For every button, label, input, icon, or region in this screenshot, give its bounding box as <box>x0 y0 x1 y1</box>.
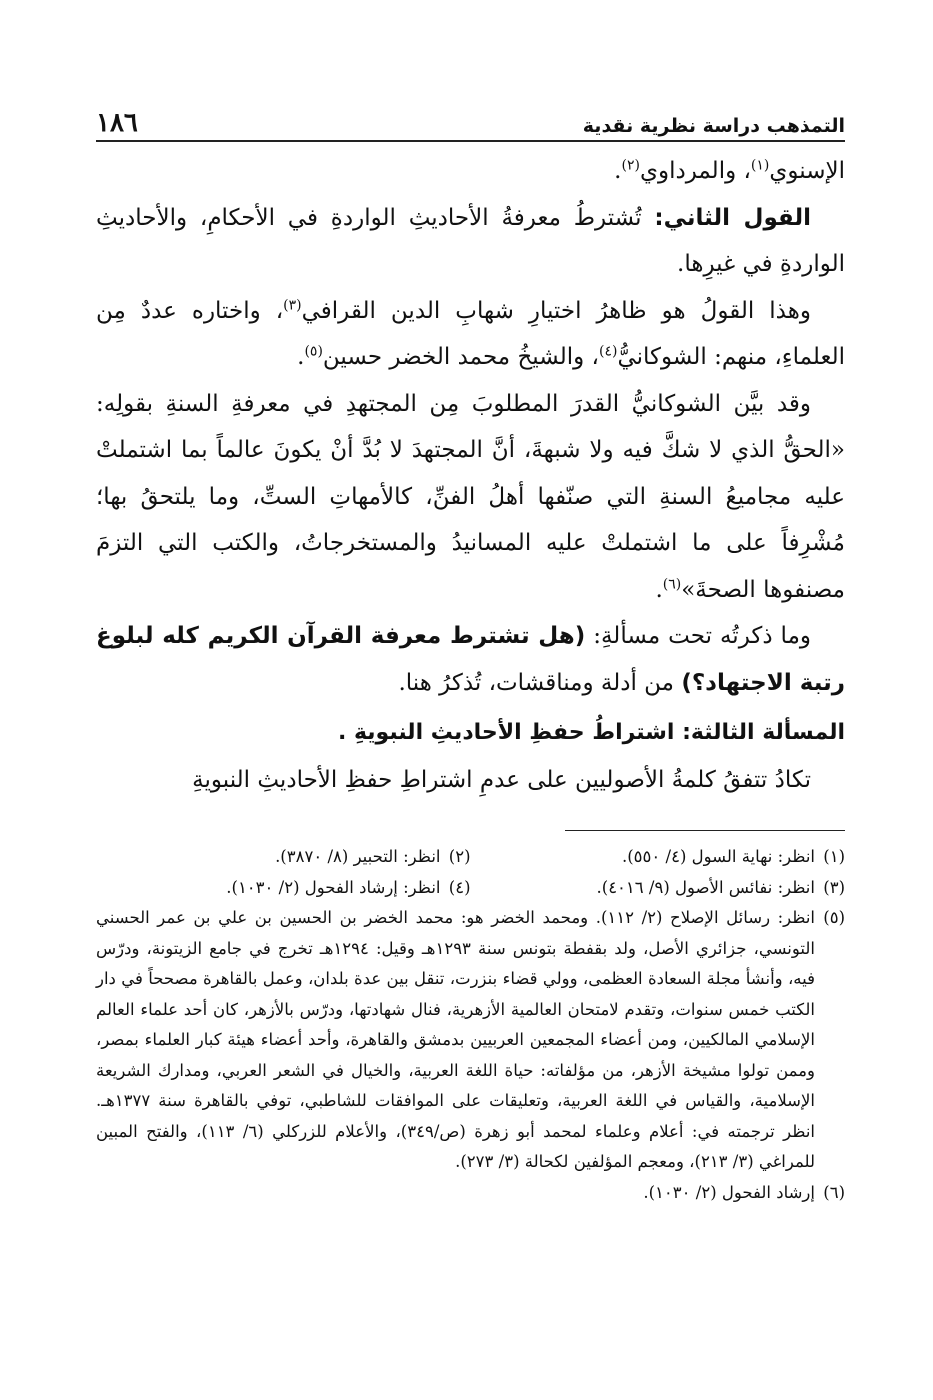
footnote-ref-1: (١) <box>750 157 770 174</box>
footnote-text: انظر: نفائس الأصول (٩/ ٤٠١٦). <box>596 877 815 897</box>
footnote-4 <box>96 873 471 904</box>
text-span: ، والشيخُ محمد الخضر حسين <box>322 344 599 370</box>
text-span: وما ذكرتُه تحت مسألةِ: <box>585 623 811 649</box>
page-number: ١٨٦ <box>96 108 138 138</box>
text-span: . <box>614 158 622 184</box>
paragraph-proponents <box>96 288 845 381</box>
page-header <box>96 96 845 142</box>
footnote-text: انظر: نهاية السول (٤/ ٥٥٠). <box>621 847 815 866</box>
footnote-number: (١) <box>823 847 845 866</box>
footnote-text: انظر: رسائل الإصلاح (٢/ ١١٢). ومحمد الخضر هو: محمد الخضر بن الحسين بن علي بن عمر الحسني التونسي، جزائري الأصل، ولد بقفطة بتونس سنة ١٢٩٣هـ وقيل: ١٢٩٤هـ تخرج في جامع الزيتونة، ودرّس فيه، وأنشأ مجلة السعادة العظمى، وولي قضاء بنزرت، تنقل بين عدة بلدان، وعمل بالقاهرة مصححاً في دار الكتب خمس سنوات، وتقدم لامتحان العالمية الأزهرية، فنال شهادتها، ودرّس بالأزهر، كان أحد علماء العالم الإسلامي المالكيين، ومن أعضاء المجمعين العربيين بدمشق والقاهرة، وأحد أعضاء هيئة كبار العلماء بمصر، وممن تولوا مشيخة الأزهر، من مؤلفاته: حياة اللغة العربية، والخيال في الشعر العربي، ومدارك الشريعة الإسلامية، والقياس في اللغة العربية، وتعليقات على الموافقات للشاطبي، توفي بالقاهرة سنة ١٣٧٧هـ. انظر ترجمته في: أعلام وعلماء لمحمد أبو زهرة (ص/٣٤٩)، والأعلام للزركلي (٦/ ١١٣)، والفتح المبين للمراغي (٣/ ٢١٣)، ومعجم المؤلفين لكحالة (٣/ ٢٧٣). <box>96 908 816 1171</box>
text-span: . <box>297 344 305 370</box>
paragraph-cross-reference <box>96 613 845 706</box>
footnote-text: إرشاد الفحول (٢/ ١٠٣٠). <box>643 1182 815 1202</box>
footnote-5 <box>96 903 845 1178</box>
text-span: وقد بيَّن الشوكانيُّ القدرَ المطلوبَ مِن المجتهدِ في معرفةِ السنةِ بقولِه: «الحقُّ الذي لا شكَّ فيه ولا شبهةَ، أنَّ المجتهدَ لا بُدَّ أنْ يكونَ عالماً بما اشتملتْ عليه مجاميعُ السنةِ التي صنّفها أهلُ الفنِّ، كالأمهاتِ الستِّ، وما يلتحقُ بها؛ مُشْرِفاً على ما اشتملتْ عليه المسانيدُ والمستخرجاتُ، والكتب التي التزمَ مصنفوها الصحةَ» <box>96 390 845 603</box>
footnote-number: (٦) <box>823 1182 845 1202</box>
paragraph-shawkani-quote <box>96 381 845 614</box>
paragraph-second-opinion <box>96 195 845 288</box>
paragraph-third-issue: تكادُ تتفقُ كلمةُ الأصوليين على عدمِ اشتراطِ حفظِ الأحاديثِ النبويةِ <box>192 766 811 793</box>
running-title: التمذهب دراسة نظرية نقدية <box>582 115 845 137</box>
footnote-ref-5: (٥) <box>304 343 323 360</box>
text-span: ، واختاره عددٌ مِن العلماءِ، منهم: الشوكانيُّ <box>96 297 845 370</box>
text-span: . <box>655 576 663 603</box>
cross-reference-title: (هل تشترط معرفة القرآن الكريم كله لبلوغ رتبة الاجتهاد؟) <box>96 623 845 696</box>
text-span: ، والمرداوي <box>639 158 751 184</box>
footnote-ref-3: (٣) <box>283 296 302 313</box>
footnote-row <box>96 842 845 873</box>
paragraph-continuation <box>96 148 845 195</box>
main-text <box>96 148 845 803</box>
text-span: الإسنوي <box>769 158 845 184</box>
footnote-1 <box>471 842 846 873</box>
footnote-text: انظر: إرشاد الفحول (٢/ ١٠٣٠). <box>226 877 441 897</box>
footnote-number: (٥) <box>823 908 845 927</box>
text-span: وهذا القولُ هو ظاهرُ اختيارِ شهابِ الدين القرافي <box>301 297 811 324</box>
footnote-2 <box>96 842 471 873</box>
footnote-ref-6: (٦) <box>662 575 682 592</box>
footnote-3 <box>471 873 846 904</box>
opinion-heading: القول الثاني: <box>654 204 811 231</box>
footnote-ref-2: (٢) <box>621 157 640 174</box>
footnote-number: (٢) <box>448 847 471 866</box>
footnote-ref-4: (٤) <box>599 343 618 360</box>
footnote-text: انظر: التحبير (٨/ ٣٨٧٠). <box>275 847 441 866</box>
footnote-number: (٤) <box>448 877 471 897</box>
footnotes <box>96 842 845 1208</box>
footnote-6 <box>96 1178 845 1209</box>
text-span: من أدلة ومناقشات، تُذكرُ هنا. <box>398 669 682 696</box>
text-span: تُشترطُ معرفةُ الأحاديثِ الواردةِ في الأحكامِ، والأحاديثِ الواردةِ في غيرِها. <box>96 204 845 277</box>
footnote-row <box>96 873 845 904</box>
footnote-number: (٣) <box>823 877 845 897</box>
footnote-separator <box>565 830 845 831</box>
section-heading: المسألة الثالثة: اشتراطُ حفظِ الأحاديثِ النبويةِ . <box>337 720 845 745</box>
